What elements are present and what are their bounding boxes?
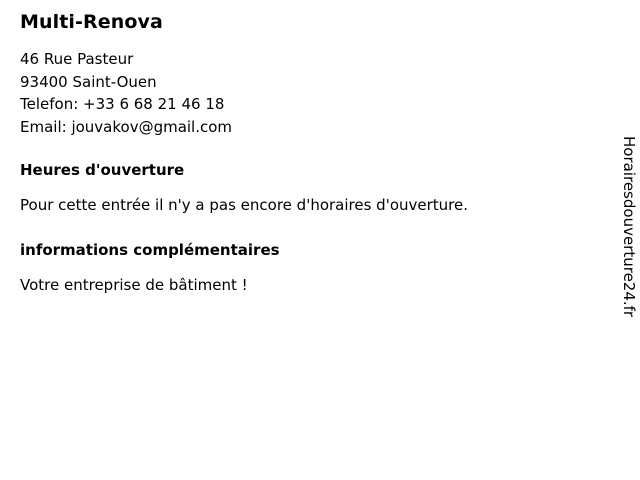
business-info-page bbox=[20, 10, 580, 296]
site-watermark: Horairesdouverture24.fr bbox=[620, 136, 638, 318]
address-city: 93400 Saint-Ouen bbox=[20, 72, 157, 91]
opening-hours-text: Pour cette entrée il n'y a pas encore d'horaires d'ouverture. bbox=[20, 196, 469, 214]
page-title: Multi-Renova bbox=[20, 11, 163, 33]
address-block bbox=[20, 48, 580, 138]
email-address: Email: jouvakov@gmail.com bbox=[20, 117, 233, 136]
additional-info-heading: informations complémentaires bbox=[20, 241, 280, 259]
additional-info-text: Votre entreprise de bâtiment ! bbox=[20, 276, 248, 294]
phone-number: Telefon: +33 6 68 21 46 18 bbox=[20, 95, 225, 113]
address-street: 46 Rue Pasteur bbox=[20, 50, 134, 68]
opening-hours-heading: Heures d'ouverture bbox=[20, 161, 185, 179]
